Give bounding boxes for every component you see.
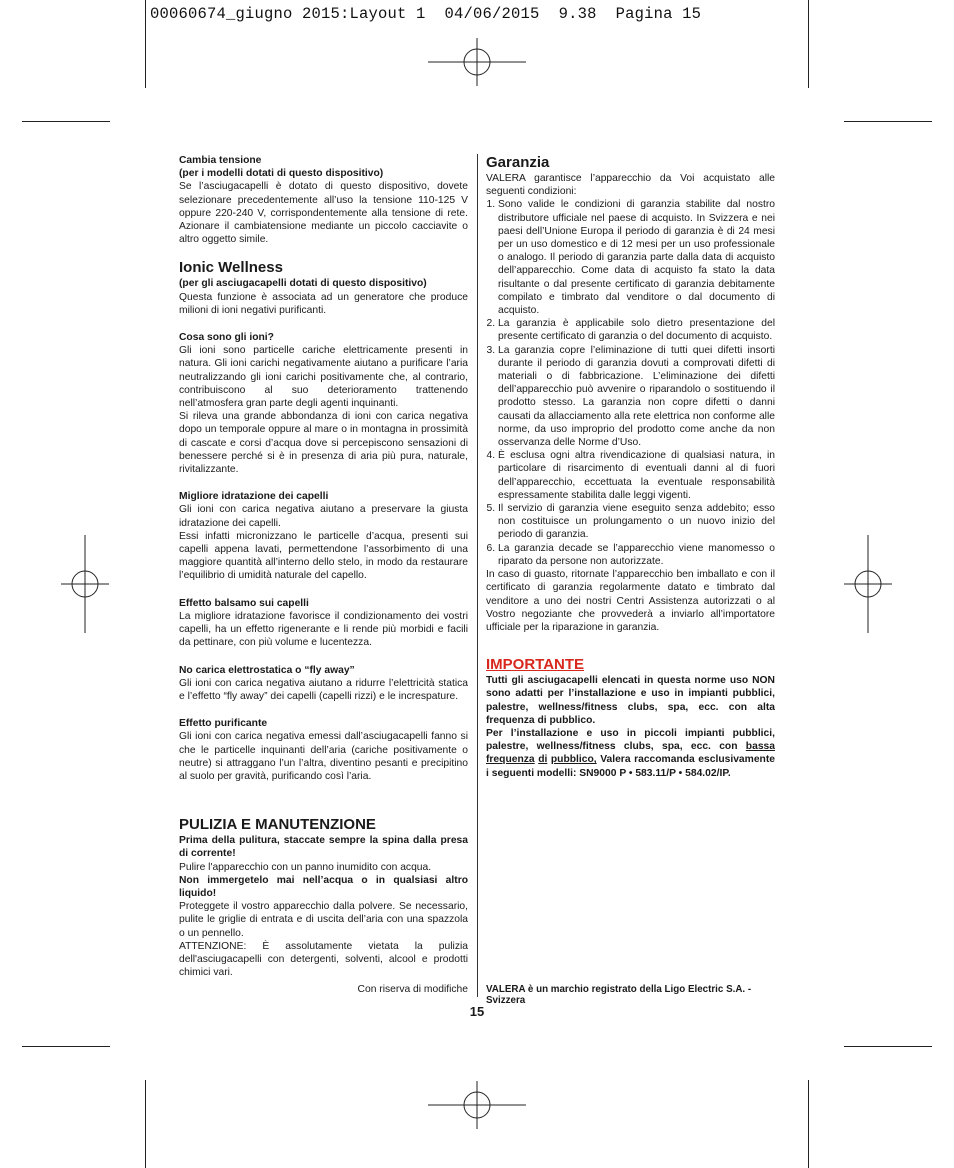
underlined-word: bassa [745,741,775,753]
crop-mark [22,121,110,122]
cosa-sono-ioni-text-2: Si rileva una grande abbondanza di ioni con carica negativa dopo un temporale oppure al mare o in montagna in prossimità di cascate e corsi d’acqua dove si percepiscono sensazioni di benessere perché si è in presenza di aria più pura, naturale, rivitalizzante. [179,411,468,476]
pulizia-warning-2: Non immergetelo mai nell’acqua o in qualsiasi altro liquido! [179,874,468,899]
crop-mark [808,0,809,88]
page-number: 15 [469,1004,485,1019]
fly-away-text: Gli ioni con carica negativa aiutano a ridurre l’elettricità statica e l’effetto “fly away” dei capelli (capelli rizzi) e le increspature. [179,677,468,702]
column-divider [477,154,478,997]
pulizia-text-3: ATTENZIONE: È assolutamente vietata la pulizia dell'asciugacapelli con detergenti, solventi, alcool e prodotti chimici vari. [179,940,468,979]
crop-mark [844,121,932,122]
cosa-sono-ioni-text-1: Gli ioni sono particelle cariche elettricamente presenti in natura. Gli ioni carichi negativamente aiutano a purificare l’aria neutralizzando gli ioni carichi positivamente che, al contrario, contribuiscono al suo deterioramento trattenendo nell’atmosfera gran parte degli agenti inquinanti. [179,345,468,410]
garanzia-outro: In caso di guasto, ritornate l’apparecchio ben imballato e con il certificato di garanzia regolarmente datato e timbrato dal venditore a uno dei nostri Centri Assistenza autorizzati o al Vostro negoziante che provvederà a inviarlo all’importatore ufficiale per la riparazione in garanzia. [486,569,775,633]
crop-mark [22,1046,110,1047]
importante-text-2a: Per l’installazione e uso in piccoli impianti pubblici, palestre, wellness/fitness clubs, spa, ecc. con [486,727,775,753]
pulizia-warning-1: Prima della pulitura, staccate sempre la spina dalla presa di corrente! [179,835,468,860]
garanzia-intro: VALERA garantisce l’apparecchio da Voi acquistato alle seguenti condizioni: [486,173,775,198]
purificante-title: Effetto purificante [179,718,268,730]
crop-mark [145,1080,146,1168]
idratazione-text-1: Gli ioni con carica negativa aiutano a preservare la giusta idratazione dei capelli. [179,504,468,529]
cambia-tensione-subtitle: (per i modelli dotati di questo dispositivo) [179,168,384,180]
ionic-wellness-text: Questa funzione è associata ad un generatore che produce milioni di ioni negativi purificanti. [179,291,468,316]
importante-text-2b: Valera raccomanda esclusivamente i seguenti modelli: SN9000 P • 583.11/P • 584.02/IP. [486,754,775,779]
registration-mark-bottom [428,1081,526,1129]
purificante-text: Gli ioni con carica negativa emessi dall’asciugacapelli fanno si che le particelle inquinanti dell’aria (cariche positivamente o neutre) si attraggano l’un l’altra, diventino pesanti e precipitino al suolo per gravità, purificando così l’aria. [179,731,468,782]
garanzia-list [486,198,775,568]
pulizia-title: PULIZIA E MANUTENZIONE [179,816,376,834]
list-item: 4. È esclusa ogni altra rivendicazione di qualsiasi natura, in particolare di risarcimento di eventuali danni al di fuori dell’apparecchio, eccettuata la eventuale responsabilità espressamente stabilita dalle leggi vigenti. [498,449,775,502]
footer-trademark: VALERA è un marchio registrato della Ligo Electric S.A. - Svizzera [486,984,752,1006]
left-column [179,154,468,979]
underlined-word: pubblico, [550,754,597,766]
idratazione-text-2: Essi infatti micronizzano le particelle d’acqua, presenti sui capelli appena lavati, permettendone l’assorbimento di una maggiore quantità all’interno dello stelo, in modo da restaurare l’equilibrio di umidità naturale del capello. [179,530,468,582]
balsamo-text: La migliore idratazione favorisce il condizionamento dei vostri capelli, ha un effetto rigenerante e li rende più morbidi e facili da pettinare, con più volume e lucentezza. [179,610,468,649]
pulizia-text-2: Proteggete il vostro apparecchio dalla polvere. Se necessario, pulite le griglie di entrata e di uscita dell’aria con una spazzola o un pennello. [179,901,468,939]
importante-text-1: Tutti gli asciugacapelli elencati in questa norme uso NON sono adatti per l’installazione e uso in impianti pubblici, palestre, wellness/fitness clubs, spa, ecc. con alta frequenza di pubblico. [486,675,775,726]
crop-mark [145,0,146,88]
cosa-sono-ioni-title: Cosa sono gli ioni? [179,332,274,344]
list-item: 5. Il servizio di garanzia viene eseguito senza addebito; esso non costituisce un prolungamento o un nuovo inizio del periodo di garanzia. [498,502,775,542]
crop-mark [808,1080,809,1168]
importante-text-2 [486,727,775,780]
ionic-wellness-title: Ionic Wellness [179,259,283,277]
right-column [486,154,775,780]
importante-title: IMPORTANTE [486,656,585,674]
cambia-tensione-title: Cambia tensione [179,155,262,166]
registration-mark-top [428,38,526,86]
crop-mark [844,1046,932,1047]
registration-mark-left [61,535,109,633]
list-item: 3. La garanzia copre l’eliminazione di tutti quei difetti insorti durante il periodo di garanzia dovuti a comprovati difetti di materiali o di fabbricazione. L’eliminazione dei difetti dell’apparecchio può avvenire o riparandolo o sostituendo il prodotto stesso. La garanzia non copre difetti o danni causati da allacciamento alla rete elettrica non conforme alle norme, da uso improprio del prodotto come anche da non osservanza delle Norme d’Uso. [498,344,775,450]
pulizia-text-1: Pulire l'apparecchio con un panno inumidito con acqua. [179,861,432,873]
list-item: 6. La garanzia decade se l’apparecchio viene manomesso o riparato da persone non autorizzate. [498,542,775,568]
cambia-tensione-text: Se l’asciugacapelli è dotato di questo dispositivo, dovete selezionare precedentemente all’uso la tensione 110-125 V oppure 220-240 V, corrispondentemente alla tensione di rete. Azionare il cambiatensione mediante un piccolo cacciavite o altro oggetto simile. [179,181,468,246]
ionic-wellness-subtitle: (per gli asciugacapelli dotati di questo dispositivo) [179,278,427,290]
print-slug: 00060674_giugno 2015:Layout 1 04/06/2015 9.38 Pagina 15 [150,5,702,23]
fly-away-title: No carica elettrostatica o “fly away” [179,664,355,676]
garanzia-title: Garanzia [486,154,550,171]
registration-mark-right [844,535,892,633]
idratazione-title: Migliore idratazione dei capelli [179,491,329,503]
list-item: 2. La garanzia è applicabile solo dietro presentazione del presente certificato di garanzia o del documento di acquisto. [498,317,775,343]
footer-riserva: Con riserva di modifiche [357,984,468,995]
balsamo-title: Effetto balsamo sui capelli [179,597,309,609]
list-item: 1. Sono valide le condizioni di garanzia stabilite dal nostro distributore ufficiale nel paese di acquisto. In Svizzera e nei paesi dell’Unione Europa il periodo di garanzia è di 24 mesi per un uso domestico e di 12 mesi per un uso professionale o analogo. Il periodo di garanzia parte dalla data di acquisto dell’apparecchio. Come data di acquisto fa stato la data risultante o dal presente certificato di garanzia debitamente compilato e timbrato dal venditore o dal documento di acquisto. [498,198,775,317]
underlined-word: frequenza [486,754,535,766]
underlined-word: di [538,754,548,766]
